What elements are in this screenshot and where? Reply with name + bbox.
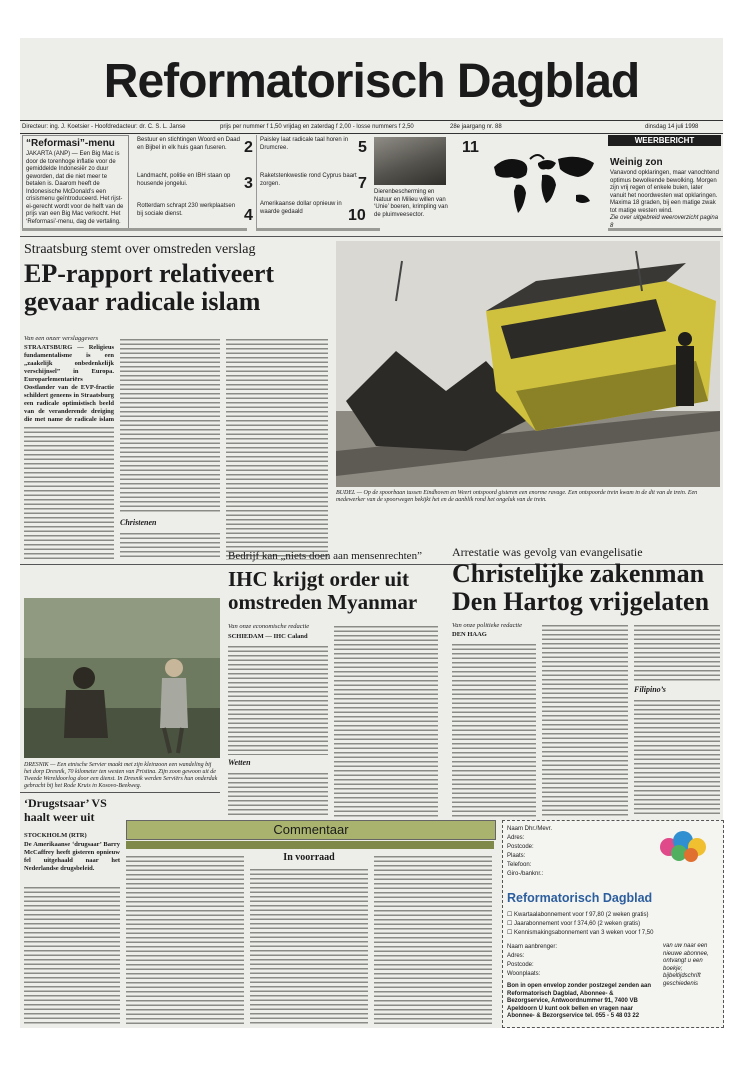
- issue-date: dinsdag 14 juli 1998: [645, 124, 699, 130]
- price-line: prijs per nummer f 1,50 vrijdag en zaterdag f 2,00 - losse nummers f 2,50: [220, 124, 414, 130]
- form-option-trial[interactable]: ☐ Kennismakingsabonnement van 3 weken voor f 7,50: [507, 930, 654, 936]
- train-derailment-photo: [336, 241, 720, 487]
- train-photo-caption: BUDEL — Op de spoorbaan tussen Eindhoven en Weert ontspoord gisteren een enorme ravage. Een ontspoorde trein kwam in de dit van de trein. Een medewerker van de spoorwegen bekijkt het en de aanblik rond het ongeluk van de trein.: [336, 490, 698, 503]
- form-referrer-name[interactable]: Naam aanbrenger:: [507, 944, 558, 950]
- form-address-field[interactable]: Adres:: [507, 835, 525, 841]
- christian-byline: Van onze politieke redactie: [452, 622, 522, 629]
- lead-body-text: [120, 530, 220, 560]
- lead-text: Religieus fundamentalisme is een „zaakelijk onbedenkelijk verschijnsel” in Europa. Europarlementariërs Oostlander van de EVP-fractie schildert geneens in Straatsburg een radicale optimistisch beeld van de veranderende dreiging die met name de radicale islam: [24, 344, 114, 423]
- lead-byline: Van een onzer verslaggevers: [24, 335, 99, 342]
- teaser-page-number: 10: [348, 207, 366, 224]
- commentaar-body-text: [126, 853, 244, 1024]
- teaser-divider: [256, 135, 257, 228]
- form-referrer-postcode[interactable]: Postcode:: [507, 962, 534, 968]
- ihc-kicker: Bedrijf kan „niets doen aan mensenrechten”: [228, 550, 422, 562]
- teaser-page-number: 7: [358, 175, 367, 192]
- ihc-body-text: [228, 770, 328, 818]
- ihc-subhead: Wetten: [228, 758, 251, 767]
- christian-body-text: [542, 622, 628, 817]
- weather-box: [608, 135, 721, 228]
- teaser-page-number: 2: [244, 139, 253, 156]
- option-label: Jaarabonnement voor f 374,60 (2 weken gratis): [514, 921, 641, 927]
- teaser-item[interactable]: Paisley laat radicale taal horen in Drumcree.: [260, 137, 349, 151]
- menu-teaser-title: “Reformasi”-menu: [26, 138, 115, 149]
- kosovo-village-photo: [24, 598, 220, 758]
- teaser-page-number: 11: [462, 139, 479, 156]
- form-name-field[interactable]: Naam Dhr./Mevr.: [507, 826, 553, 832]
- weather-text: Vanavond opklaringen, maar vanochtend optimus bewolkende bewolking. Morgen zijn vrij regen of enkele buien, later vanuit het noordwesten wat opklaringen. Maxima 18 graden, bij een matige zwak tot matige westen wind.: [610, 170, 719, 214]
- lead-body-text: [120, 336, 220, 514]
- christian-body-text: [634, 697, 720, 817]
- teaser-page-number: 3: [244, 175, 253, 192]
- section-rule: [20, 792, 220, 793]
- form-referrer-fields: [507, 943, 657, 979]
- form-referrer-address[interactable]: Adres:: [507, 953, 525, 959]
- teaser-item[interactable]: Dierenbescherming en Natuur en Milieu willen van ‘Unie’ boeren, krimpling van de pluimveesector.: [374, 189, 448, 218]
- teaser-item[interactable]: Rotterdam schrapt 230 werkplaatsen bij sociale dienst.: [137, 203, 236, 217]
- form-footer-phone: U kunt ook bellen en vragen naar Abonnee- & Bezorgservice tel. 055 - 5 48 03 22: [507, 1005, 640, 1019]
- teaser-item[interactable]: Amerikaanse dollar opnieuw in waarde gedaald: [260, 201, 342, 215]
- form-footer: [507, 983, 657, 1025]
- ihc-dateline: SCHIEDAM — IHC Caland: [228, 633, 308, 640]
- form-postcode-field[interactable]: Postcode:: [507, 844, 534, 850]
- form-options: [507, 911, 657, 938]
- teaser-page-number: 4: [244, 207, 253, 224]
- form-footer-text: Bon in open envelop zonder postzegel zenden aan Reformatorisch Dagblad, Abonnee- & Bezorgservice, Antwoordnummer 91, 7400 VB Apeldoorn: [507, 983, 652, 1012]
- teaser-page-number: 5: [358, 139, 367, 156]
- form-bank-field[interactable]: Giro-/banknr.:: [507, 871, 544, 877]
- ihc-headline: IHC krijgt order uit omstreden Myanmar: [228, 567, 418, 614]
- form-option-year[interactable]: ☐ Jaarabonnement voor f 374,60 (2 weken gratis): [507, 921, 641, 927]
- world-map-graphic: [486, 135, 602, 228]
- lead-body-text: [24, 424, 114, 560]
- commentaar-title: In voorraad: [283, 852, 335, 863]
- subscription-form: [502, 820, 724, 1028]
- weather-more: Zie over uitgebreid weeroverzicht pagina 8: [610, 215, 719, 229]
- kosovo-photo-caption: DRESNIK — Een etnische Servier maakt met zijn kleinzoon een wandeling bij het dorp Dresnik, 70 kilometer ten westen van Pristina. Zijn zoon gewoon uit de Tweede Wereldoorlog door een dienst. In Dresnik werden Serviërs hun onderdak gebracht bij het Rode Kruis in Kosovo-Beekweg.: [24, 762, 218, 789]
- teaser-item[interactable]: Bestuur en stichtingen Woord en Daad en Bijbel in elk huis gaan fuseren.: [137, 137, 240, 151]
- christian-dateline: DEN HAAG: [452, 631, 487, 638]
- form-side-note: van uw naar een nieuwe abonnee, ontvangt u een boekje; bijbeltijdschrift geschiedenis: [663, 943, 709, 987]
- ihc-body-text: [228, 643, 328, 755]
- option-label: Kwartaalabonnement voor f 97,80 (2 weken gratis): [514, 912, 649, 918]
- lead-body-text: [226, 336, 328, 560]
- drugstaar-dateline: STOCKHOLM (RTR): [24, 832, 87, 839]
- section-rule: [20, 236, 723, 237]
- teaser-item[interactable]: Landmacht, politie en IBH staan op housende jongelui.: [137, 173, 231, 187]
- credits: Directeur: ing. J. Koetsier - Hoofdredacteur: dr. C. S. L. Janse: [22, 124, 186, 130]
- form-referrer-city[interactable]: Woonplaats:: [507, 971, 541, 977]
- christian-subhead: Filipino’s: [634, 685, 666, 694]
- lead-dateline: STRAATSBURG: [24, 344, 73, 351]
- christian-body-text: [634, 622, 720, 682]
- drugstaar-headline: ‘Drugstsaar’ VS haalt weer uit: [24, 796, 107, 824]
- christian-headline: Christelijke zakenman Den Hartog vrijgelaten: [452, 559, 710, 616]
- volume: 28e jaargang nr. 88: [450, 124, 502, 130]
- newspaper-page: [20, 38, 723, 1028]
- drugstaar-body-text: [24, 884, 120, 1024]
- lead-subhead: Christenen: [120, 518, 157, 527]
- commentaar-header: Commentaar: [126, 820, 496, 840]
- teaser-bar: [256, 228, 380, 231]
- commentaar-bar: [126, 841, 494, 849]
- ihc-body-text: [334, 623, 438, 818]
- form-brand: Reformatorisch Dagblad: [507, 891, 653, 905]
- christian-body-text: [452, 641, 536, 817]
- form-option-quarter[interactable]: ☐ Kwartaalabonnement voor f 97,80 (2 weken gratis): [507, 912, 649, 918]
- menu-teaser: [22, 135, 129, 230]
- form-fields: [507, 825, 552, 879]
- teaser-bar: [608, 228, 721, 231]
- commentaar-body-text: [374, 853, 492, 1024]
- christian-kicker: Arrestatie was gevolg van evangelisatie: [452, 545, 643, 559]
- menu-teaser-text: JAKARTA (ANP) — Een Big Mac is door de torenhoge inflatie voor de gemiddelde Indonesiër zo duur geworden, dat die niet meer te betalen is. Daarom heeft de Indonesische McDonald’s een crisismenu geïntroduceerd. Het rijst-ei-gerecht wordt voor de helft van de prijs van een Big Mac verkocht. Het ‘Reformasi’-menu, dag de vertaling.: [26, 151, 124, 225]
- weather-header: WEERBERICHT: [608, 135, 721, 146]
- lead-intro: STRAATSBURG — Religieus fundamentalisme is een „zaakelijk onbedenkelijk verschijnsel” in Europa. Europarlementariërs Oostlander van de EVP-fractie schildert geneens in Straatsburg een radicale optimistisch beeld van de veranderende dreiging die met name de radicale islam: [24, 344, 114, 420]
- lead-kicker: Straatsburg stemt over omstreden verslag: [24, 242, 256, 257]
- weather-title: Weinig zon: [610, 157, 663, 168]
- commentaar-body-text: [250, 866, 368, 1024]
- teaser-item[interactable]: Raketstenkwestie rond Cyprus baart zorgen.: [260, 173, 357, 187]
- drugstaar-lead: De Amerikaanse ‘drugsaar’ Barry McCaffrey heeft gisteren opnieuw fel uitgehaald naar het Nederlandse drugsbeleid.: [24, 841, 120, 872]
- form-phone-field[interactable]: Telefoon:: [507, 862, 532, 868]
- masthead-title: Reformatorisch Dagblad: [103, 55, 640, 108]
- ihc-byline: Van onze economische redactie: [228, 623, 310, 630]
- flower-logo-icon: [649, 825, 719, 865]
- form-city-field[interactable]: Plaats:: [507, 853, 526, 859]
- teaser-bar: [22, 228, 247, 231]
- teaser-band: [20, 135, 723, 231]
- lead-headline: EP-rapport relativeert gevaar radicale islam: [24, 259, 275, 316]
- option-label: Kennismakingsabonnement van 3 weken voor f 7,50: [514, 930, 654, 936]
- teaser-photo: [374, 137, 446, 185]
- masthead-info-bar: [20, 120, 723, 134]
